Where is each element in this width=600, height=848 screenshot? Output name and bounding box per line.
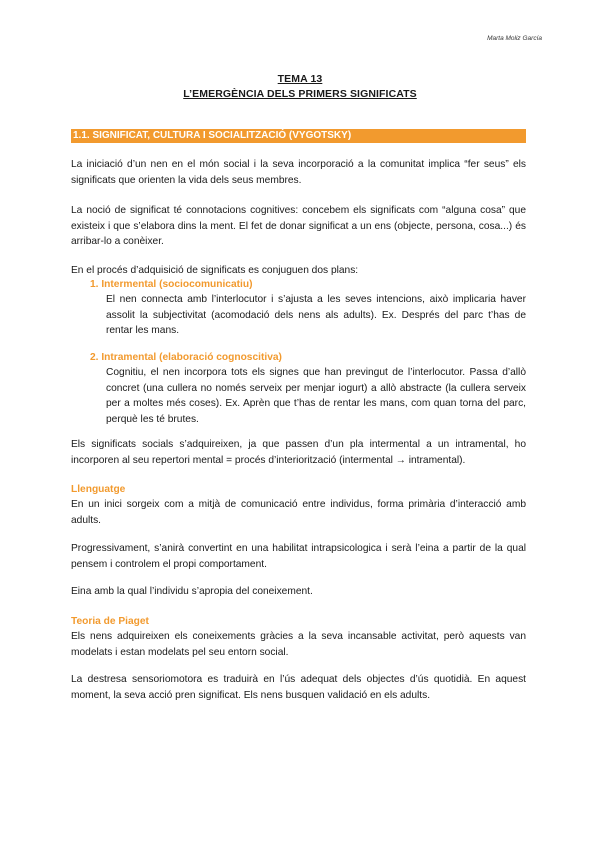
paragraph-intro: La iniciació d’un nen en el món social i la seva incorporació a la comunitat implica “fer seus” els significats que orienten la vida dels seus membres.: [71, 159, 526, 186]
paragraph-llenguatge-3: Eina amb la qual l’individu s’apropia del coneixement.: [71, 586, 313, 597]
subheading-piaget: Teoria de Piaget: [71, 616, 149, 627]
paragraph-llenguatge-1: En un inici sorgeix com a mitjà de comunicació entre individus, forma primària d’interacció amb adults.: [71, 499, 526, 526]
topic-number-title: TEMA 13: [277, 73, 323, 85]
topic-title: L’EMERGÈNCIA DELS PRIMERS SIGNIFICATS: [183, 88, 417, 100]
list-item-text: El nen connecta amb l’interlocutor i s’ajusta a les seves intencions, això implicaria haver assolit la subjectivitat (acomodació dels nens als adults). Ex. Després del parc t’has de rentar les mans.: [106, 294, 526, 336]
paragraph-piaget-2: La destresa sensoriomotora es traduirà en l’ús adequat dels objectes d’ús quotidià. En aquest moment, la seva acció pren significat. Els nens busquen validació en els adults.: [71, 674, 526, 701]
list-item-text: Cognitiu, el nen incorpora tots els signes que han previngut de l’interlocutor. Passa d’allò concret (una cullera no només serveix per menjar iogurt) a allò abstracte (la cullera serveix per a moltes més coses). Ex. Aprèn que t’has de rentar les mans, com quan torna del parc, perquè les té brutes.: [106, 367, 526, 425]
subheading-llenguatge: Llenguatge: [71, 484, 126, 495]
author-header: Marta Moliz García: [487, 35, 542, 42]
paragraph-planes: En el procés d’adquisició de significats es conjuguen dos plans:: [71, 265, 359, 276]
paragraph-piaget-1: Els nens adquireixen els coneixements gràcies a la seva incansable activitat, però aquests van modelats i estan modelats pel seu entorn social.: [71, 631, 526, 658]
paragraph-meaning: La noció de significat té connotacions cognitives: concebem els significats com “alguna cosa” que existeix i que s’elabora dins la ment. El fet de donar significat a un ens (objecte, persona, cosa...) és arribar-lo a conèixer.: [71, 205, 526, 247]
list-item-heading: 1. Intermental (sociocomunicatiu): [90, 279, 253, 290]
paragraph-interiorization: Els significats socials s’adquireixen, ja que passen d’un pla intermental a un intramental, ho incorporen al seu repertori mental = procés d’interiorització (intermental → intramental).: [71, 439, 526, 466]
paragraph-llenguatge-2: Progressivament, s’anirà convertint en una habilitat intrapsicologica i serà l’eina a partir de la qual pensem i controlem el propi comportament.: [71, 543, 526, 570]
section-heading: 1.1. SIGNIFICAT, CULTURA I SOCIALITZACIÓ (VYGOTSKY): [71, 129, 526, 143]
list-item-heading: 2. Intramental (elaboració cognoscitiva): [90, 352, 282, 363]
